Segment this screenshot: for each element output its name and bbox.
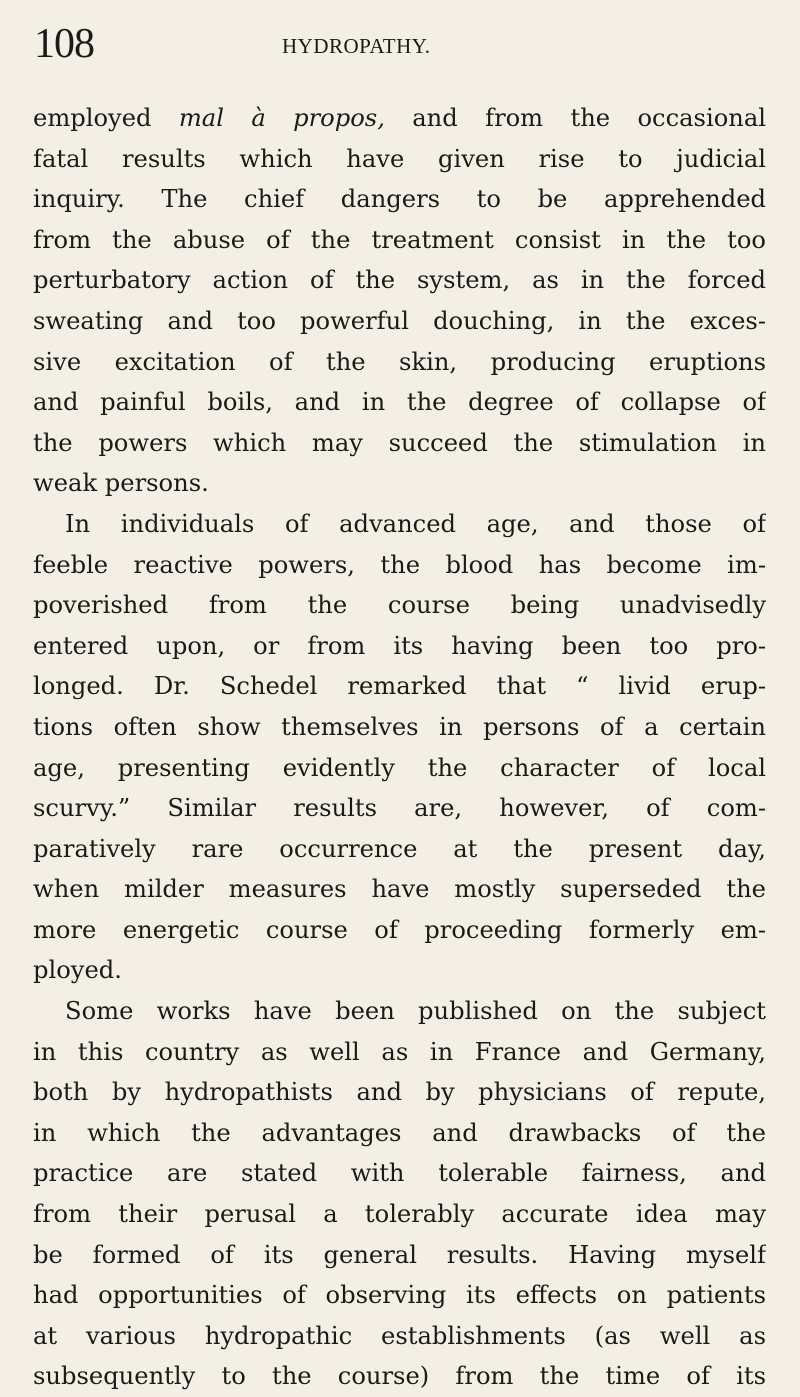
text-line: tions often show themselves in persons of a certain [33,712,766,741]
text-line: sweating and too powerful douching, in the exces- [33,306,766,335]
text-line: feeble reactive powers, the blood has become im- [33,550,766,579]
text-line: from their perusal a tolerably accurate idea may [33,1200,766,1229]
text-line: from the abuse of the treatment consist in the too [33,225,766,254]
running-head [34,18,766,70]
text-line: had opportunities of observing its effects on patients [33,1281,766,1310]
text-line: weak persons. [33,469,209,498]
text-line: and painful boils, and in the degree of collapse of [33,388,766,417]
text-line: more energetic course of proceeding formerly em- [33,915,766,944]
text-line: be formed of its general results. Having myself [33,1240,766,1269]
text-line: subsequently to the course) from the time of its [33,1362,766,1391]
text-line: practice are stated with tolerable fairness, and [33,1159,766,1188]
italic-phrase: mal à propos, [178,104,385,132]
text-line: perturbatory action of the system, as in the forced [33,266,766,295]
body-text [33,98,766,1397]
text-line [33,98,766,139]
text-line: the powers which may succeed the stimulation in [33,428,766,457]
text-line: in which the advantages and drawbacks of the [33,1118,766,1147]
text-line: both by hydropathists and by physicians of repute, [33,1078,766,1107]
text-line: scurvy.” Similar results are, however, of com- [33,794,766,823]
text-run: and from the occasional [384,104,766,132]
text-line: fatal results which have given rise to judicial [33,144,766,173]
text-line: Some works have been published on the subject [65,997,766,1026]
text-line: when milder measures have mostly superseded the [33,875,766,904]
text-line: in this country as well as in France and Germany, [33,1037,766,1066]
text-line: poverished from the course being unadvisedly [33,591,766,620]
text-line: sive excitation of the skin, producing eruptions [33,347,766,376]
text-line: entered upon, or from its having been too pro- [33,631,766,660]
text-line: In individuals of advanced age, and those of [65,509,766,538]
text-line: age, presenting evidently the character of local [33,753,766,782]
text-line: inquiry. The chief dangers to be apprehended [33,185,766,214]
page-number: 108 [34,21,94,67]
running-title: HYDROPATHY. [282,34,431,58]
text-line: at various hydropathic establishments (as well as [33,1321,766,1350]
text-line: paratively rare occurrence at the present day, [33,834,766,863]
text-run: employed [33,104,179,132]
text-line: ployed. [33,956,122,985]
text-line: longed. Dr. Schedel remarked that “ livid erup- [33,672,766,701]
